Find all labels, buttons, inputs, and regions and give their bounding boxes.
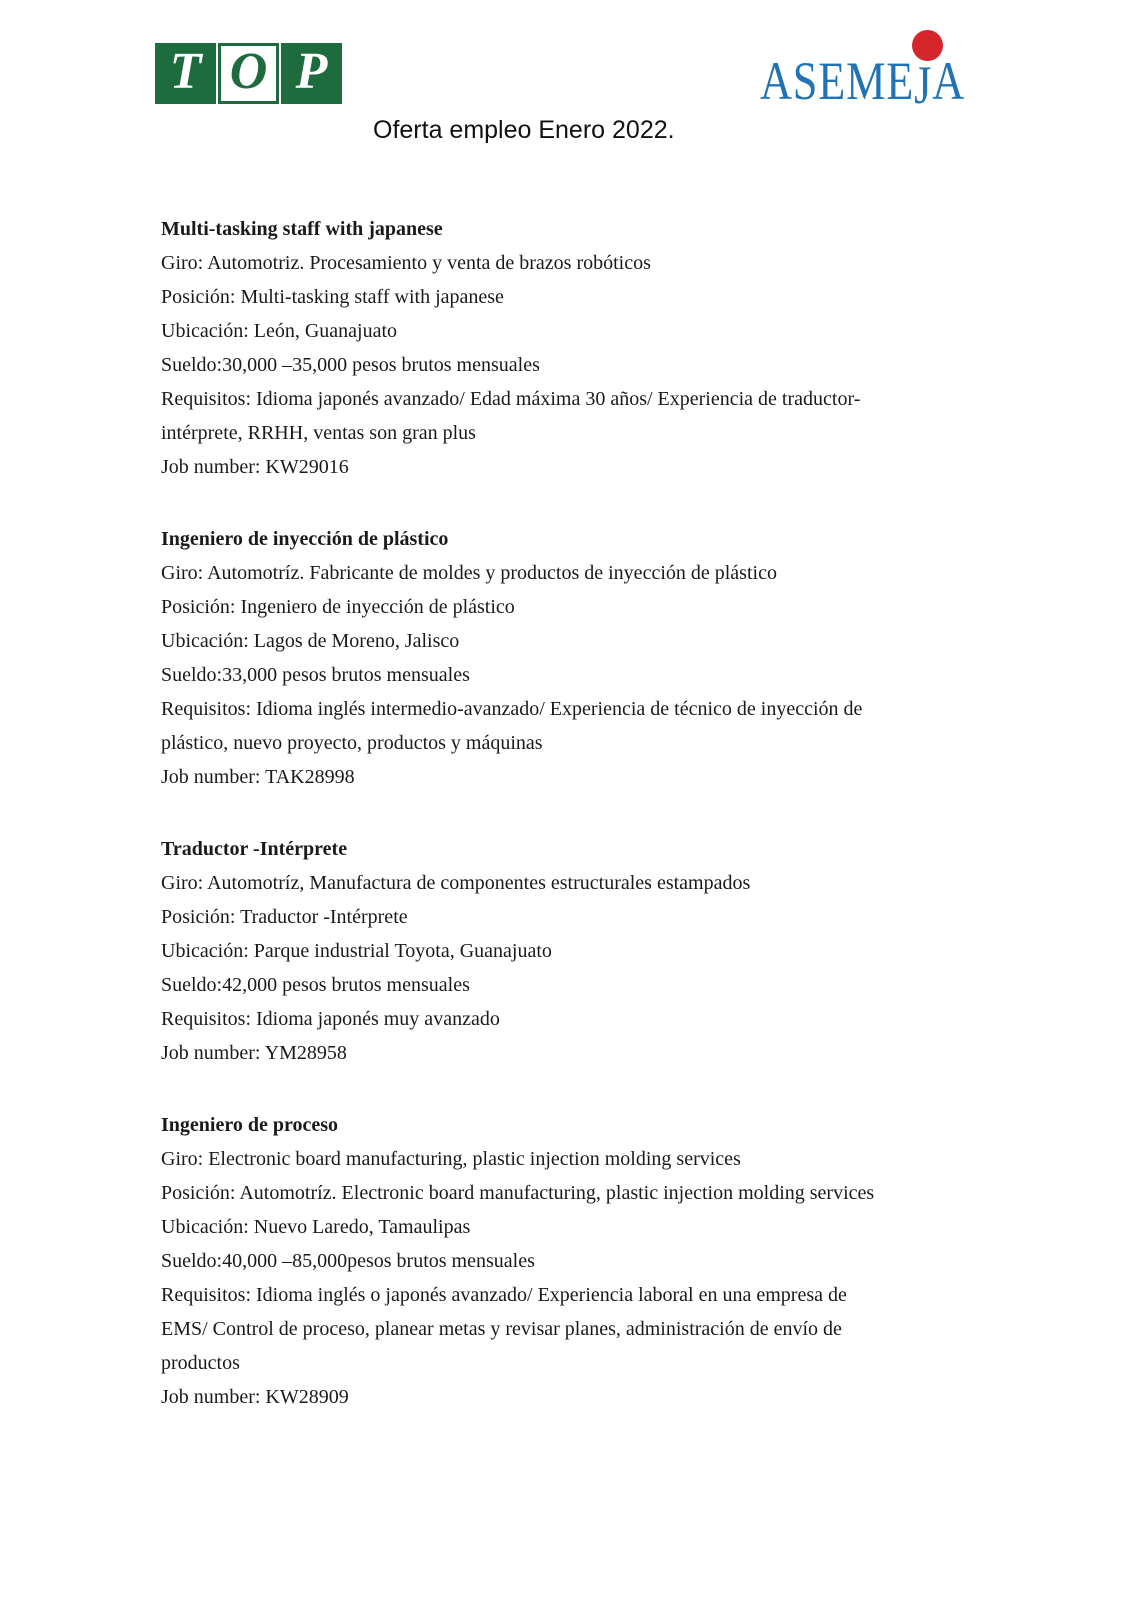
job-requisitos-line-2: intérprete, RRHH, ventas son gran plus bbox=[161, 422, 476, 444]
job-requisitos-line-2: plástico, nuevo proyecto, productos y máquinas bbox=[161, 732, 543, 754]
job-listing-4 bbox=[161, 1108, 991, 1414]
job-title: Multi-tasking staff with japanese bbox=[161, 218, 443, 240]
job-listing-3 bbox=[161, 832, 991, 1070]
job-title: Traductor -Intérprete bbox=[161, 838, 348, 860]
top-logo-letter-o: O bbox=[218, 43, 279, 104]
job-title: Ingeniero de proceso bbox=[161, 1114, 339, 1136]
job-requisitos-line: Requisitos: Idioma inglés o japonés avanzado/ Experiencia laboral en una empresa de bbox=[161, 1284, 847, 1306]
asemeja-logo-text bbox=[760, 50, 966, 115]
job-ubicacion-line: Ubicación: Lagos de Moreno, Jalisco bbox=[161, 630, 460, 652]
top-logo bbox=[155, 43, 342, 104]
job-sueldo-line: Sueldo:40,000 –85,000pesos brutos mensuales bbox=[161, 1250, 535, 1272]
job-sueldo-line: Sueldo:33,000 pesos brutos mensuales bbox=[161, 664, 470, 686]
job-giro-line: Giro: Automotríz. Fabricante de moldes y productos de inyección de plástico bbox=[161, 562, 777, 584]
job-listing-1 bbox=[161, 212, 991, 484]
job-requisitos-line-2: EMS/ Control de proceso, planear metas y revisar planes, administración de envío de bbox=[161, 1318, 842, 1340]
job-requisitos-line: Requisitos: Idioma inglés intermedio-avanzado/ Experiencia de técnico de inyección de bbox=[161, 698, 863, 720]
job-number-line: Job number: TAK28998 bbox=[161, 766, 355, 788]
job-giro-line: Giro: Automotriz. Procesamiento y venta de brazos robóticos bbox=[161, 252, 651, 274]
top-logo-letter-p: P bbox=[281, 43, 342, 104]
page-title: Oferta empleo Enero 2022. bbox=[373, 116, 675, 144]
asemeja-letter-j: J bbox=[914, 55, 933, 115]
job-ubicacion-line: Ubicación: Nuevo Laredo, Tamaulipas bbox=[161, 1216, 471, 1238]
asemeja-text-right: A bbox=[932, 51, 966, 111]
job-requisitos-line-3: productos bbox=[161, 1352, 240, 1374]
job-sueldo-line: Sueldo:42,000 pesos brutos mensuales bbox=[161, 974, 470, 996]
job-posicion-line: Posición: Automotríz. Electronic board manufacturing, plastic injection molding services bbox=[161, 1182, 875, 1204]
job-giro-line: Giro: Electronic board manufacturing, plastic injection molding services bbox=[161, 1148, 741, 1170]
job-number-line: Job number: YM28958 bbox=[161, 1042, 347, 1064]
job-sueldo-line: Sueldo:30,000 –35,000 pesos brutos mensuales bbox=[161, 354, 540, 376]
job-number-line: Job number: KW28909 bbox=[161, 1386, 349, 1408]
job-number-line: Job number: KW29016 bbox=[161, 456, 349, 478]
job-posicion-line: Posición: Traductor -Intérprete bbox=[161, 906, 408, 928]
job-listing-2 bbox=[161, 522, 991, 794]
job-ubicacion-line: Ubicación: Parque industrial Toyota, Guanajuato bbox=[161, 940, 552, 962]
job-listings bbox=[161, 212, 991, 1414]
job-ubicacion-line: Ubicación: León, Guanajuato bbox=[161, 320, 398, 342]
job-requisitos-line: Requisitos: Idioma japonés avanzado/ Edad máxima 30 años/ Experiencia de traductor- bbox=[161, 388, 861, 410]
job-title: Ingeniero de inyección de plástico bbox=[161, 528, 449, 550]
job-requisitos-line: Requisitos: Idioma japonés muy avanzado bbox=[161, 1008, 500, 1030]
job-giro-line: Giro: Automotríz, Manufactura de componentes estructurales estampados bbox=[161, 872, 751, 894]
asemeja-text-left: ASEME bbox=[760, 51, 915, 111]
job-posicion-line: Posición: Ingeniero de inyección de plástico bbox=[161, 596, 515, 618]
top-logo-letter-t: T bbox=[155, 43, 216, 104]
job-posicion-line: Posición: Multi-tasking staff with japanese bbox=[161, 286, 504, 308]
asemeja-logo bbox=[760, 50, 1010, 120]
